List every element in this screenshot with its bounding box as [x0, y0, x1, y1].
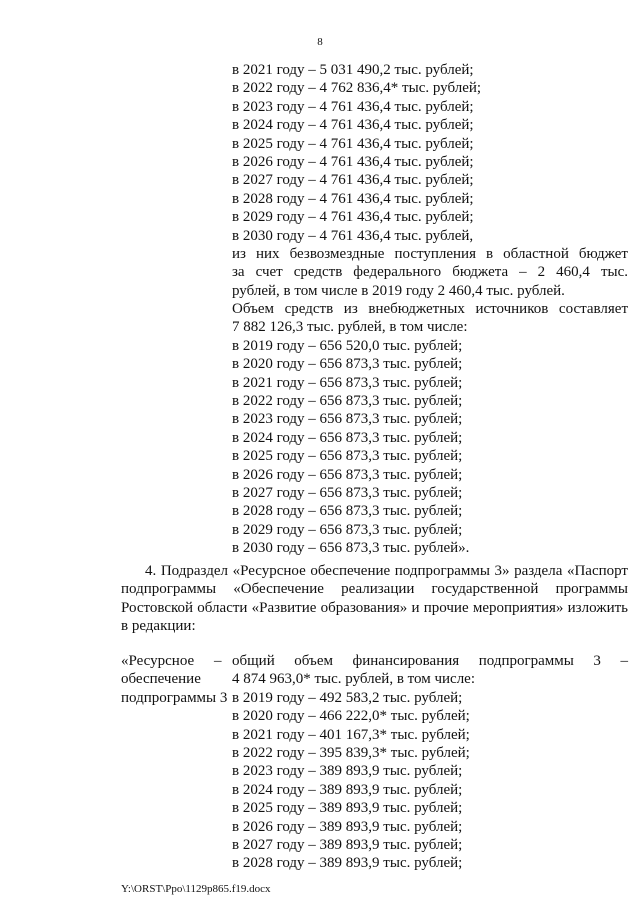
resource-label: [121, 652, 227, 707]
federal-line: рублей, в том числе в 2019 году 2 460,4 тыс. рублей.: [232, 282, 565, 299]
list-item: в 2029 году – 656 873,3 тыс. рублей;: [232, 521, 463, 538]
list-item: в 2023 году – 656 873,3 тыс. рублей;: [232, 411, 463, 428]
list-item: в 2027 году – 389 893,9 тыс. рублей;: [232, 836, 463, 853]
list-item: в 2023 году – 4 761 436,4 тыс. рублей;: [232, 98, 474, 115]
funding-list-total: [232, 61, 628, 558]
list-item: в 2024 году – 4 761 436,4 тыс. рублей;: [232, 117, 474, 134]
label-line: обеспечение: [121, 671, 201, 688]
extrabudget-line: Объем средств из внебюджетных источников составляет: [232, 301, 628, 318]
label-line: «Ресурсное: [121, 653, 195, 669]
list-item: в 2022 году – 656 873,3 тыс. рублей;: [232, 393, 463, 410]
resource-head-line: общий объем финансирования подпрограммы 3 –: [232, 653, 628, 669]
list-item: в 2023 году – 389 893,9 тыс. рублей;: [232, 763, 463, 780]
list-item: в 2027 году – 656 873,3 тыс. рублей;: [232, 484, 463, 501]
label-dash: –: [214, 653, 222, 669]
list-item: в 2025 году – 656 873,3 тыс. рублей;: [232, 448, 463, 465]
paragraph-line: 4. Подраздел «Ресурсное обеспечение подпрограммы 3» раздела «Паспорт: [145, 563, 628, 579]
list-item: в 2024 году – 656 873,3 тыс. рублей;: [232, 429, 463, 446]
label-line: подпрограммы 3: [121, 689, 228, 706]
resource-head-line: 4 874 963,0* тыс. рублей, в том числе:: [232, 671, 476, 688]
extrabudget-line: 7 882 126,3 тыс. рублей, в том числе:: [232, 319, 468, 336]
federal-line: из них безвозмездные поступления в областной бюджет: [232, 245, 628, 262]
list-item: в 2019 году – 656 520,0 тыс. рублей;: [232, 337, 463, 354]
list-item: в 2028 году – 4 761 436,4 тыс. рублей;: [232, 190, 474, 207]
list-item: в 2021 году – 401 167,3* тыс. рублей;: [232, 726, 470, 743]
list-item: в 2030 году – 4 761 436,4 тыс. рублей,: [232, 227, 474, 244]
list-item: в 2025 году – 4 761 436,4 тыс. рублей;: [232, 135, 474, 152]
page-number: 8: [317, 36, 323, 48]
list-item: в 2021 году – 656 873,3 тыс. рублей;: [232, 374, 463, 391]
federal-line: за счет средств федерального бюджета – 2 460,4 тыс.: [232, 264, 628, 281]
list-item: в 2028 году – 656 873,3 тыс. рублей;: [232, 503, 463, 520]
list-item: в 2027 году – 4 761 436,4 тыс. рублей;: [232, 172, 474, 189]
list-item: в 2022 году – 395 839,3* тыс. рублей;: [232, 744, 470, 761]
list-item: в 2029 году – 4 761 436,4 тыс. рублей;: [232, 209, 474, 226]
file-path-footer: Y:\ORST\Ppo\1129p865.f19.docx: [121, 883, 271, 895]
paragraph-line: подпрограммы «Обеспечение реализации государственной программы: [121, 581, 628, 598]
list-item: в 2020 году – 656 873,3 тыс. рублей;: [232, 356, 463, 373]
list-item: в 2026 году – 4 761 436,4 тыс. рублей;: [232, 153, 474, 170]
list-item: в 2025 году – 389 893,9 тыс. рублей;: [232, 800, 463, 817]
list-item: в 2020 году – 466 222,0* тыс. рублей;: [232, 708, 470, 725]
item-4-paragraph: [121, 562, 628, 636]
list-item: в 2026 году – 656 873,3 тыс. рублей;: [232, 466, 463, 483]
list-item: в 2030 году – 656 873,3 тыс. рублей».: [232, 540, 470, 557]
list-item: в 2022 году – 4 762 836,4* тыс. рублей;: [232, 80, 482, 97]
list-item: в 2024 году – 389 893,9 тыс. рублей;: [232, 781, 463, 798]
paragraph-line: в редакции:: [121, 618, 196, 635]
paragraph-line: Ростовской области «Развитие образования» и прочие мероприятия» изложить: [121, 599, 628, 616]
list-item: в 2026 году – 389 893,9 тыс. рублей;: [232, 818, 463, 835]
list-item: в 2021 году – 5 031 490,2 тыс. рублей;: [232, 62, 474, 78]
list-item: в 2028 году – 389 893,9 тыс. рублей;: [232, 855, 463, 872]
resource-values: [232, 652, 628, 873]
list-item: в 2019 году – 492 583,2 тыс. рублей;: [232, 689, 463, 706]
